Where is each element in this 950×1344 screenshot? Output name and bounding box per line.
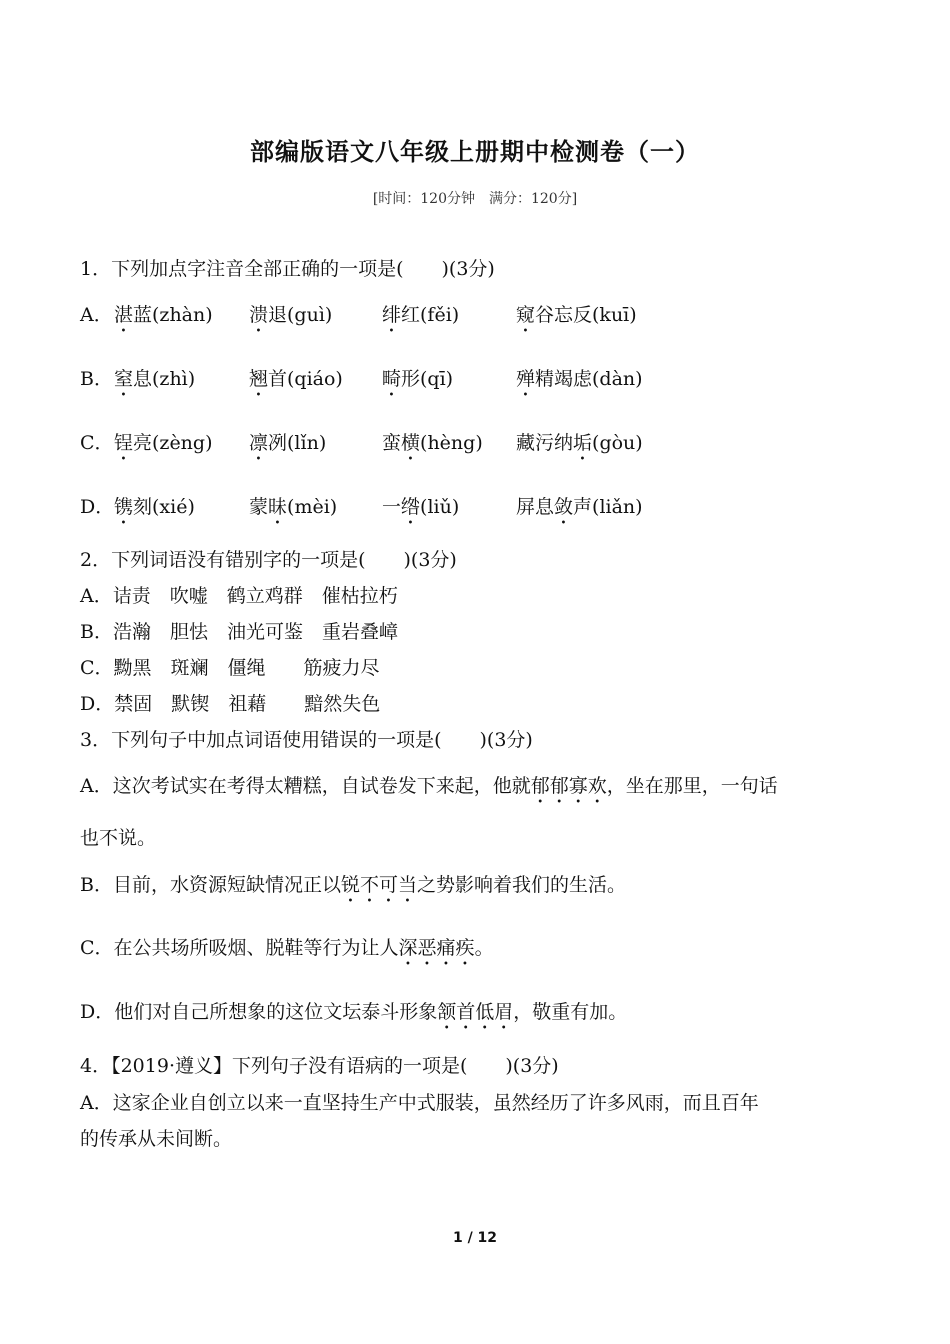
option-label: B． <box>80 368 113 390</box>
dotted-character: 垢 <box>573 432 593 454</box>
page-number: 1 / 12 <box>452 1230 498 1246</box>
q3-b-dotted-word: 锐不可当 <box>340 874 417 896</box>
q3-option-b <box>80 871 626 907</box>
q1-term: 窥谷忘反(kuī) <box>516 301 637 337</box>
q3-b-text: B．目前，水资源短缺情况正以 <box>80 874 341 896</box>
q3-option-d <box>80 998 627 1034</box>
option-label: C． <box>80 432 114 454</box>
q4-stem: 4．【2019·遵义】下列句子没有语病的一项是( )(3分) <box>80 1055 559 1077</box>
exam-meta: [时间：120分钟 满分：120分] <box>372 191 578 207</box>
q1-option-a <box>80 301 637 329</box>
dotted-character: 湛 <box>114 304 134 326</box>
q3-option-a <box>80 772 778 808</box>
q3-c-dotted-word: 深恶痛疾 <box>398 937 475 959</box>
dotted-character: 横 <box>401 432 421 454</box>
q1-term: 锃亮(zèng) <box>114 429 213 465</box>
q3-a-text: A．这次考试实在考得太糟糕，自试卷发下来起，他就 <box>80 775 531 797</box>
q2-option-b: B．浩瀚 胆怯 油光可鉴 重岩叠嶂 <box>80 621 398 643</box>
dotted-character: 锃 <box>114 432 134 454</box>
q1-term: 一绺(liǔ) <box>382 493 459 529</box>
q1-term: 屏息敛声(liǎn) <box>516 493 643 529</box>
q1-term: 藏污纳垢(gòu) <box>516 429 643 465</box>
q1-term: 蒙昧(mèi) <box>249 493 337 529</box>
q3-d-text: D．他们对自己所想象的这位文坛泰斗形象 <box>80 1001 438 1023</box>
q1-option-c <box>80 429 643 457</box>
dotted-character: 翘 <box>249 368 269 390</box>
q3-a-text-end: ，坐在那里，一句话 <box>606 775 778 797</box>
q3-option-a-cont: 也不说。 <box>80 827 157 849</box>
q1-term: 翘首(qiáo) <box>249 365 343 401</box>
q1-option-b <box>80 365 643 393</box>
q1-term: 凛冽(lǐn) <box>249 429 326 465</box>
dotted-character: 昧 <box>268 496 288 518</box>
q1-term: 绯红(fěi) <box>382 301 459 337</box>
q2-option-d: D．禁固 默锲 祖藉 黯然失色 <box>80 693 381 715</box>
q3-b-text-end: 之势影响着我们的生活。 <box>416 874 626 896</box>
dotted-character: 窒 <box>114 368 134 390</box>
page-title: 部编版语文八年级上册期中检测卷（一） <box>250 138 700 166</box>
q3-d-dotted-word: 颔首低眉 <box>437 1001 514 1023</box>
q1-term: 畸形(qī) <box>382 365 453 401</box>
q2-option-a: A．诘责 吹嘘 鹤立鸡群 催枯拉朽 <box>80 585 398 607</box>
q3-a-dotted-word: 郁郁寡欢 <box>530 775 607 797</box>
dotted-character: 畸 <box>382 368 402 390</box>
q1-term: 殚精竭虑(dàn) <box>516 365 643 401</box>
q3-stem: 3．下列句子中加点词语使用错误的一项是( )(3分) <box>80 729 533 751</box>
dotted-character: 敛 <box>554 496 574 518</box>
q4-option-a: A．这家企业自创立以来一直坚持生产中式服装，虽然经历了许多风雨，而且百年 <box>80 1092 759 1114</box>
dotted-character: 绯 <box>382 304 402 326</box>
q3-c-text-end: 。 <box>474 937 494 959</box>
q1-term: 镌刻(xié) <box>114 493 195 529</box>
q1-term: 窒息(zhì) <box>114 365 195 401</box>
dotted-character: 镌 <box>114 496 134 518</box>
dotted-character: 凛 <box>249 432 269 454</box>
dotted-character: 绺 <box>401 496 421 518</box>
option-label: A． <box>80 304 113 326</box>
q3-d-text-end: ，敬重有加。 <box>513 1001 628 1023</box>
q3-c-text: C．在公共场所吸烟、脱鞋等行为让人 <box>80 937 399 959</box>
dotted-character: 窥 <box>516 304 536 326</box>
q1-term: 溃退(guì) <box>249 301 332 337</box>
option-label: D． <box>80 496 115 518</box>
q4-option-a-cont: 的传承从未间断。 <box>80 1128 233 1150</box>
q2-option-c: C．黝黑 斑斓 僵绳 筋疲力尽 <box>80 657 380 679</box>
q1-option-d <box>80 493 643 521</box>
dotted-character: 殚 <box>516 368 536 390</box>
q3-option-c <box>80 934 494 970</box>
q1-term: 蛮横(hèng) <box>382 429 483 465</box>
q2-stem: 2．下列词语没有错别字的一项是( )(3分) <box>80 549 457 571</box>
q1-stem: 1．下列加点字注音全部正确的一项是( )(3分) <box>80 258 495 280</box>
dotted-character: 溃 <box>249 304 269 326</box>
q1-term: 湛蓝(zhàn) <box>114 301 213 337</box>
